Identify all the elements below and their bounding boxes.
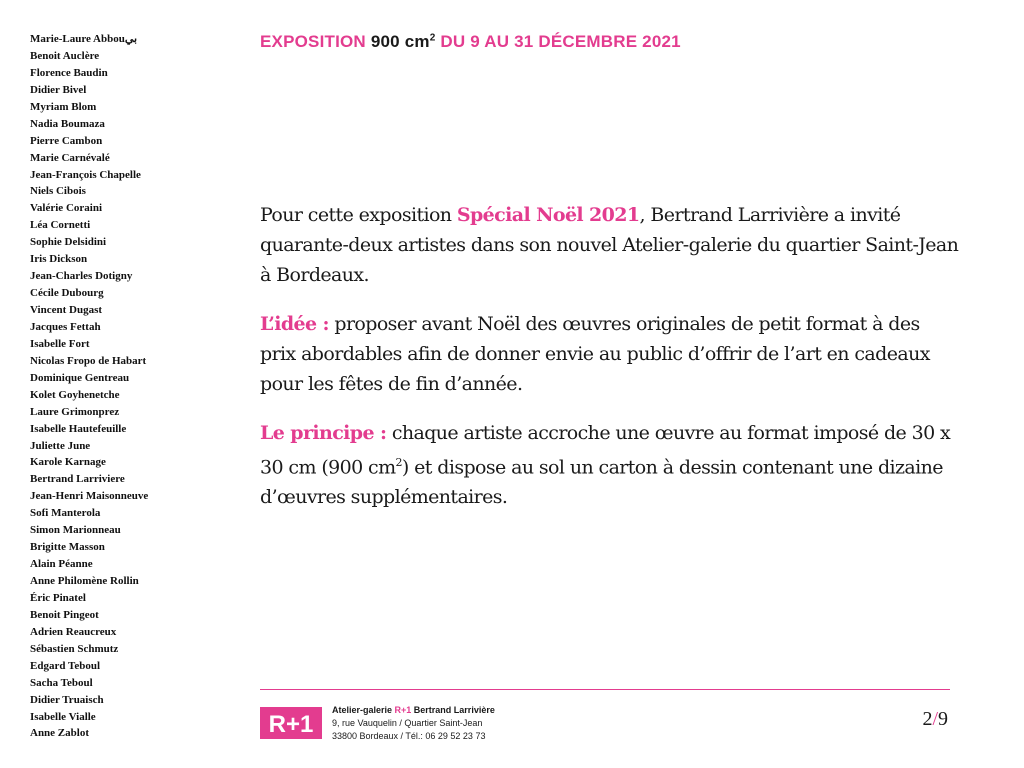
artist-name: Marie Carnévalé	[30, 151, 110, 164]
gallery-address	[332, 704, 495, 743]
artist-name: Jean-Charles Dotigny	[30, 270, 133, 283]
artist-name: Benoit Pingeot	[30, 608, 99, 621]
artist-name: Pierre Cambon	[30, 134, 103, 147]
artist-name: Karole Karnage	[30, 456, 106, 469]
svg-text:R+1: R+1	[268, 711, 314, 738]
artist-name: Didier Bivel	[30, 83, 87, 96]
idea-label: L’idée :	[260, 313, 329, 335]
artist-name: Nicolas Fropo de Habart	[30, 354, 147, 367]
gallery-logo	[260, 707, 322, 739]
artist-name: Edgard Teboul	[30, 659, 101, 672]
gallery-name: Atelier-galerie R+1 Bertrand Larrivière	[332, 705, 495, 715]
artist-name: Valérie Coraini	[30, 202, 102, 215]
artist-name: Kolet Goyhenetche	[30, 388, 120, 401]
intro-highlight: Spécial Noël 2021	[456, 204, 640, 226]
city-line: 33800 Bordeaux / Tél.: 06 29 52 23 73	[332, 731, 486, 741]
artist-name: Niels Cibois	[30, 185, 86, 198]
artist-name: Jacques Fettah	[30, 320, 101, 333]
artist-name: Dominique Gentreau	[30, 371, 130, 384]
artist-name: Jean-François Chapelle	[30, 168, 141, 181]
artist-name: Iris Dickson	[30, 253, 88, 266]
title-exposition: EXPOSITION	[260, 32, 366, 51]
artist-name: Marie-Laure Abbouبي	[30, 33, 138, 45]
artist-name: Isabelle Hautefeuille	[30, 422, 127, 435]
main-text	[260, 200, 960, 531]
artist-name: Anne Zablot	[30, 727, 89, 740]
artist-name: Sacha Teboul	[30, 676, 93, 689]
artist-name: Isabelle Fort	[30, 337, 90, 350]
artist-name: Brigitte Masson	[30, 541, 105, 554]
artist-name: Léa Cornetti	[30, 219, 91, 232]
exhibition-title	[260, 32, 681, 52]
intro-paragraph: Pour cette exposition Spécial Noël 2021, Bertrand Larrivière a invité quarante-deux artistes dans son nouvel Atelier-galerie du quartier Saint-Jean à Bordeaux.	[260, 204, 959, 286]
artist-name: Isabelle Vialle	[30, 710, 96, 723]
artist-list	[30, 31, 148, 742]
artist-name: Laure Grimonprez	[30, 405, 120, 418]
artist-name: Juliette June	[30, 439, 91, 452]
artist-name: Benoit Auclère	[30, 49, 100, 62]
artist-name: Cécile Dubourg	[30, 287, 104, 300]
footer-divider	[260, 689, 950, 690]
artist-name: Alain Péanne	[30, 558, 93, 571]
artist-name: Sofi Manterola	[30, 507, 101, 520]
artist-name: Sophie Delsidini	[30, 236, 107, 249]
artist-name: Éric Pinatel	[30, 591, 86, 604]
artist-name: Adrien Reaucreux	[30, 625, 117, 638]
artist-name: Didier Truaisch	[30, 693, 104, 706]
artist-name: Myriam Blom	[30, 100, 97, 113]
artist-name: Sébastien Schmutz	[30, 642, 119, 655]
artist-name: Anne Philomène Rollin	[30, 575, 139, 587]
artist-name: Vincent Dugast	[30, 304, 103, 316]
page-number: 2/9	[922, 708, 948, 730]
principle-paragraph: Le principe : chaque artiste accroche une œuvre au format imposé de 30 x 30 cm (900 $cm^2$) et dispose au sol un carton à dessin contenant une dizaine d’œuvres supplémentaires.	[260, 422, 951, 509]
address-line: 9, rue Vauquelin / Quartier Saint-Jean	[332, 718, 483, 728]
principle-label: Le principe :	[260, 422, 387, 444]
artist-name: Nadia Boumaza	[30, 117, 105, 130]
idea-paragraph: L’idée : proposer avant Noël des œuvres originales de petit format à des prix abordables afin de donner envie au public d’offrir de l’art en cadeaux pour les fêtes de fin d’année.	[260, 313, 930, 395]
title-size: 900 $cm^2$	[370, 32, 436, 51]
artist-name: Florence Baudin	[30, 66, 108, 79]
title-dates: DU 9 AU 31 DÉCEMBRE 2021	[440, 32, 681, 51]
artist-name: Bertrand Larriviere	[30, 473, 125, 486]
artist-name: Jean-Henri Maisonneuve	[30, 490, 149, 503]
artist-name: Simon Marionneau	[30, 524, 121, 537]
